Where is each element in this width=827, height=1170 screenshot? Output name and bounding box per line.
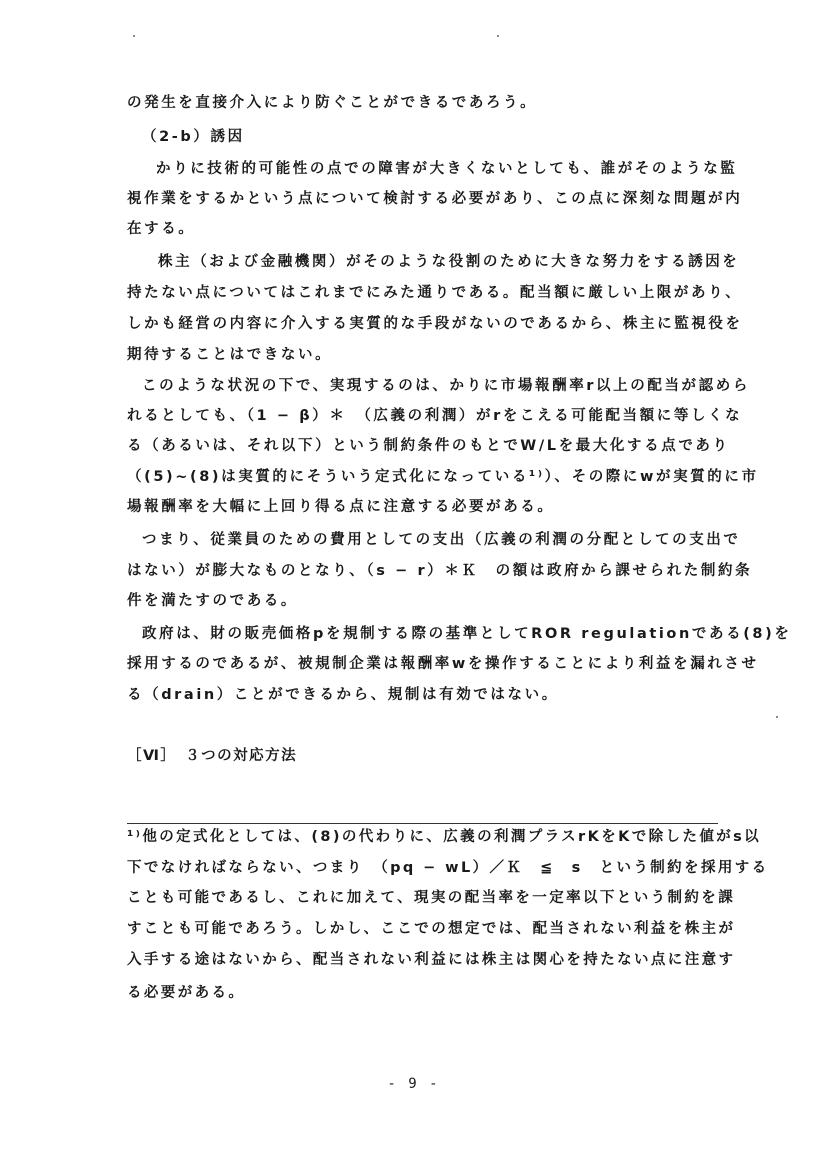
page-number: - 9 - <box>387 1076 440 1092</box>
body-line: の発生を直接介入により防ぐことができるであろう。 <box>127 95 538 111</box>
body-line: はない）が膨大なものとなり、（s − r）＊Ｋ の額は政府から課せられた制約条 <box>127 563 753 579</box>
scan-speck <box>776 716 778 718</box>
footnote-line: ¹⁾他の定式化としては、(8)の代わりに、広義の利潤プラスrKをKで除した値がs以 <box>127 829 762 845</box>
body-line: 件を満たすのである。 <box>127 593 298 609</box>
body-line: しかも経営の内容に介入する実質的な手段がないのであるから、株主に監視役を <box>127 316 743 332</box>
body-line: 在する。 <box>127 221 196 237</box>
body-line: 政府は、財の販売価格pを規制する際の基準としてROR regulationである(8)を <box>142 626 792 642</box>
body-line: 視作業をするかという点について検討する必要があり、この点に深刻な問題が内 <box>127 191 743 207</box>
section-heading: ［Ⅵ］ ３つの対応方法 <box>127 748 298 764</box>
footnote-line: すことも可能であろう。しかし、ここでの想定では、配当されない利益を株主が <box>127 921 736 937</box>
footnote-line: 入手する途はないから、配当されない利益には株主は関心を持たない点に注意す <box>127 952 736 968</box>
body-line: る（drain）ことができるから、規制は有効ではない。 <box>127 687 559 703</box>
scan-speck <box>497 35 499 37</box>
body-line: このような状況の下で、実現するのは、かりに市場報酬率r以上の配当が認めら <box>142 378 750 394</box>
body-line: 持たない点についてはこれまでにみた通りである。配当額に厳しい上限があり、 <box>127 285 743 301</box>
scan-speck <box>133 35 135 37</box>
body-line: 場報酬率を大幅に上回り得る点に注意する必要がある。 <box>127 499 555 515</box>
body-line: 株主（および金融機関）がそのような役割のために大きな努力をする誘因を <box>158 254 740 270</box>
body-line: 期待することはできない。 <box>127 347 333 363</box>
footnote-line: ことも可能であるし、これに加えて、現実の配当率を一定率以下という制約を課 <box>127 890 736 906</box>
subsection-heading: （2-b）誘因 <box>142 129 245 145</box>
body-line: （(5)~(8)は実質的にそういう定式化になっている¹⁾）、その際にwが実質的に市 <box>127 469 759 485</box>
footnote-line: る必要がある。 <box>127 985 246 1001</box>
footnote-line: 下でなければならない、つまり （pq − wL）／Ｋ ≦ s という制約を採用する <box>127 860 769 876</box>
body-line: れるとしても、（1 − β）＊ （広義の利潤）がrをこえる可能配当額に等しくな <box>127 408 743 424</box>
body-line: つまり、従業員のための費用としての支出（広義の利潤の分配としての支出で <box>142 532 741 548</box>
body-line: る（あるいは、それ以下）という制約条件のもとでW/Lを最大化する点であり <box>127 438 730 454</box>
footnote-divider <box>127 823 718 824</box>
body-line: かりに技術的可能性の点での障害が大きくないとしても、誰がそのような監 <box>156 161 738 177</box>
body-line: 採用するのであるが、被規制企業は報酬率wを操作することにより利益を漏れさせ <box>127 656 759 672</box>
